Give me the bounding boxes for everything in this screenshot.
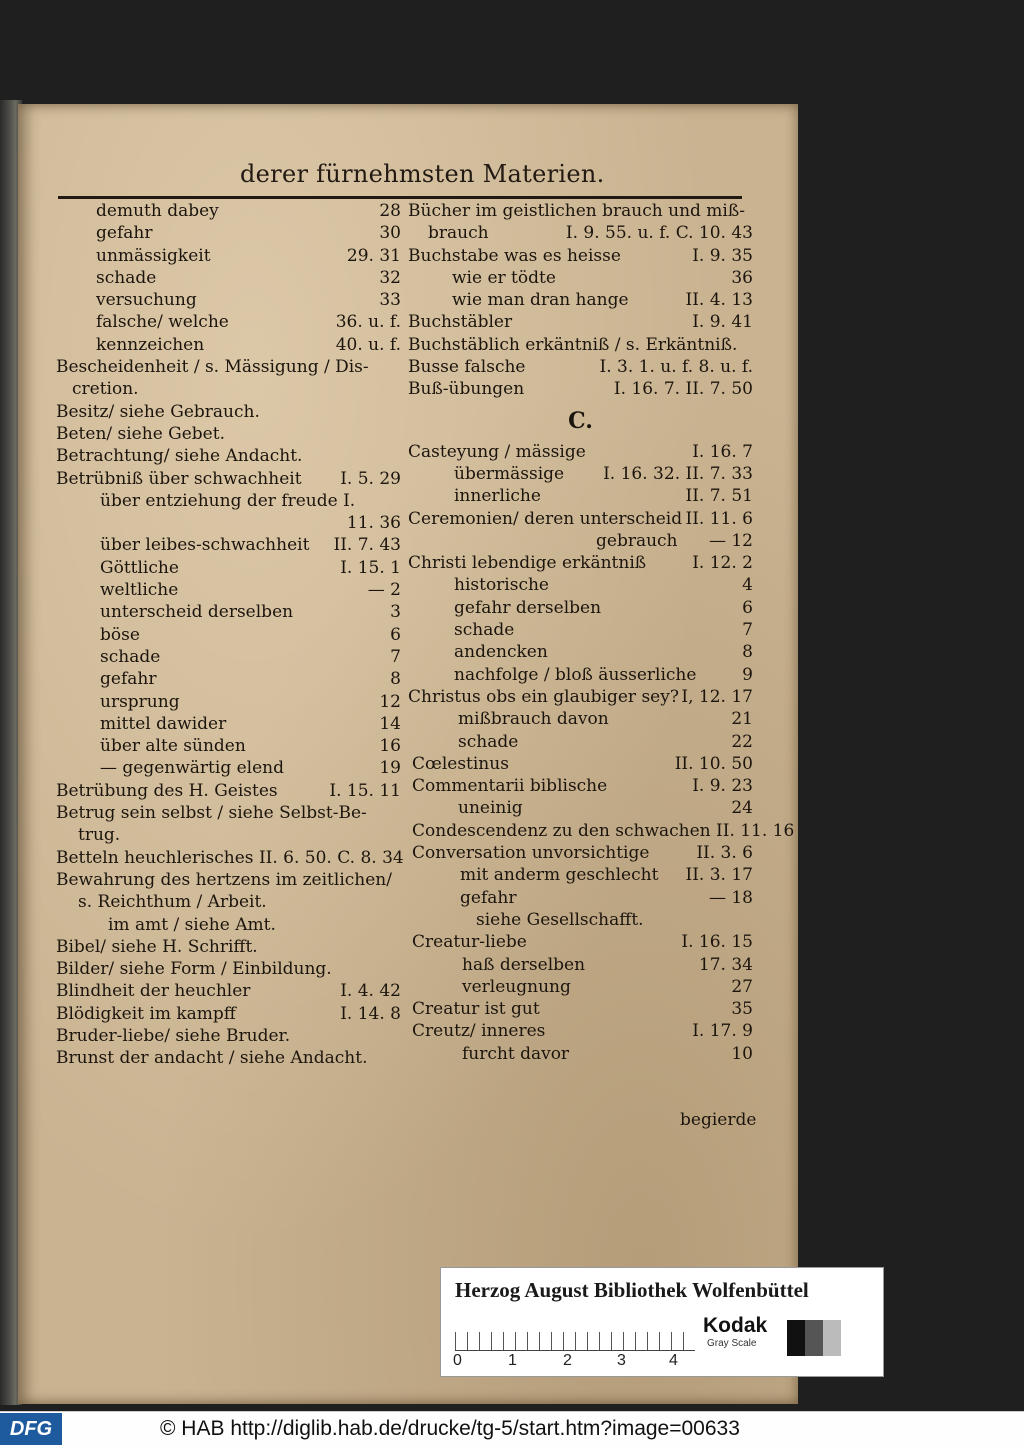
index-entry <box>408 976 753 998</box>
index-entry <box>408 931 753 953</box>
index-term: demuth dabey <box>96 201 219 221</box>
index-reference: II. 7. 43 <box>333 535 401 556</box>
index-entry <box>408 864 753 886</box>
index-term: Brunst der andacht / siehe Andacht. <box>56 1048 368 1069</box>
index-term: Creutz/ inneres <box>412 1021 546 1042</box>
index-term: Bilder/ siehe Form / Einbildung. <box>56 959 332 980</box>
index-reference: I. 9. 35 <box>692 245 753 266</box>
index-reference: I. 12. 2 <box>692 553 753 574</box>
index-reference: — 12 <box>708 530 753 551</box>
letter-heading: C. <box>568 407 593 434</box>
index-entry <box>408 200 753 222</box>
index-reference: I. 16. 7. II. 7. 50 <box>613 379 753 400</box>
index-entry <box>56 468 401 490</box>
index-term: über alte sünden <box>100 736 246 757</box>
index-entry <box>408 887 753 909</box>
index-term: Bruder-liebe/ siehe Bruder. <box>56 1025 291 1046</box>
ruler-label: 1 <box>508 1352 517 1369</box>
index-reference: 40. u. f. <box>335 334 401 355</box>
index-reference: 24 <box>731 798 753 819</box>
dfg-logo: DFG <box>0 1413 62 1445</box>
index-reference: 14 <box>379 713 401 734</box>
index-entry <box>408 797 753 819</box>
index-column-right <box>408 200 795 1065</box>
index-term: Conversation unvorsichtige <box>412 843 650 864</box>
header-rule <box>58 196 742 199</box>
gray-swatch-black <box>787 1320 805 1356</box>
index-reference: 32 <box>379 267 401 288</box>
index-reference: 27 <box>731 976 753 997</box>
index-entry <box>408 222 753 244</box>
index-reference: 3 <box>390 602 401 623</box>
index-reference: I. 3. 1. u. f. 8. u. f. <box>599 357 753 378</box>
index-reference: 36 <box>731 267 753 288</box>
index-entry <box>56 378 401 400</box>
library-name: Herzog August Bibliothek Wolfenbüttel <box>455 1278 809 1302</box>
measurement-ruler <box>455 1320 695 1351</box>
index-term: verleugnung <box>462 976 571 997</box>
index-entry <box>408 485 753 507</box>
index-term: — gegenwärtig elend <box>100 758 284 779</box>
index-term: trug. <box>78 825 121 846</box>
index-entry <box>56 490 401 512</box>
index-entry <box>408 753 753 775</box>
index-entry <box>408 508 753 530</box>
catchword: begierde <box>680 1110 757 1130</box>
index-entry <box>56 311 401 333</box>
index-reference: 7 <box>390 646 401 667</box>
index-reference: I. 15. 11 <box>329 780 401 801</box>
index-entry <box>56 802 401 824</box>
index-term: kennzeichen <box>96 334 205 355</box>
index-entry <box>408 909 753 931</box>
ruler-label: 2 <box>563 1352 572 1369</box>
index-term: Christi lebendige erkäntniß <box>408 553 647 574</box>
index-term: böse <box>100 624 140 645</box>
index-reference: I. 4. 42 <box>340 981 401 1002</box>
index-reference: 16 <box>379 736 401 757</box>
index-entry <box>56 891 401 913</box>
index-term: Bescheidenheit / s. Mässigung / Dis- <box>56 357 369 378</box>
index-reference: 33 <box>379 290 401 311</box>
index-term: gefahr <box>96 223 153 244</box>
index-term: Betteln heuchlerisches II. 6. 50. C. 8. 34 <box>56 847 404 868</box>
index-entry <box>408 641 753 663</box>
ruler-label: 0 <box>453 1352 462 1369</box>
index-term: gefahr derselben <box>454 597 602 618</box>
index-entry <box>408 463 753 485</box>
index-entry <box>408 775 753 797</box>
index-entry <box>56 646 401 668</box>
index-entry <box>56 200 401 222</box>
index-entry <box>56 668 401 690</box>
index-reference: II. 7. 51 <box>685 486 753 507</box>
index-entry <box>56 512 401 534</box>
index-reference: I. 9. 55. u. f. C. 10. 43 <box>565 223 753 244</box>
index-entry <box>56 423 401 445</box>
index-term: falsche/ welche <box>96 312 229 333</box>
index-entry <box>408 334 753 356</box>
index-entry <box>56 601 401 623</box>
index-entry <box>56 534 401 556</box>
kodak-gray-scale-label: Gray Scale <box>707 1338 757 1349</box>
index-reference: 11. 36 <box>346 513 401 534</box>
index-term: schade <box>100 646 161 667</box>
index-entry <box>408 998 753 1020</box>
index-entry <box>408 356 753 378</box>
index-term: mißbrauch davon <box>458 709 609 730</box>
index-term: wie man dran hange <box>452 290 629 311</box>
index-entry <box>56 401 401 423</box>
ruler-label: 3 <box>617 1352 626 1369</box>
index-entry <box>408 530 753 552</box>
index-reference: 8 <box>742 642 753 663</box>
index-term: mittel dawider <box>100 713 227 734</box>
index-entry <box>56 579 401 601</box>
copyright-link[interactable]: © HAB http://diglib.hab.de/drucke/tg-5/start.htm?image=00633 <box>160 1417 740 1440</box>
index-term: Buchstabe was es heisse <box>408 245 621 266</box>
index-term: furcht davor <box>462 1043 570 1064</box>
index-reference: 8 <box>390 669 401 690</box>
index-reference: 21 <box>731 709 753 730</box>
index-reference: 10 <box>731 1043 753 1064</box>
index-entry <box>56 914 401 936</box>
index-entry <box>408 574 753 596</box>
index-term: Blödigkeit im kampff <box>56 1003 236 1024</box>
index-term: Beten/ siehe Gebet. <box>56 423 225 444</box>
index-entry <box>56 289 401 311</box>
index-entry <box>56 691 401 713</box>
index-term: Creatur ist gut <box>412 999 540 1020</box>
index-term: Commentarii biblische <box>412 776 608 797</box>
index-reference: 29. 31 <box>346 245 401 266</box>
index-entry <box>408 267 753 289</box>
index-term: übermässige <box>454 463 565 484</box>
index-term: unterscheid derselben <box>100 602 294 623</box>
index-reference: 17. 34 <box>698 954 753 975</box>
index-term: unmässigkeit <box>96 245 211 266</box>
index-reference: 7 <box>742 620 753 641</box>
index-term: uneinig <box>458 798 523 819</box>
index-term: haß derselben <box>462 954 586 975</box>
gray-swatch-light <box>823 1320 841 1356</box>
index-entry <box>56 1047 401 1069</box>
index-term: Busse falsche <box>408 357 526 378</box>
index-reference: I. 14. 8 <box>340 1003 401 1024</box>
index-reference: I. 9. 23 <box>692 776 753 797</box>
index-entry <box>56 713 401 735</box>
index-term: schade <box>458 731 519 752</box>
index-entry <box>408 731 753 753</box>
ruler-label: 4 <box>669 1352 678 1369</box>
index-term: Ceremonien/ deren unterscheid <box>408 508 683 529</box>
index-entry <box>56 445 401 467</box>
index-reference: 35 <box>731 999 753 1020</box>
index-entry <box>56 869 401 891</box>
index-reference: 4 <box>742 575 753 596</box>
index-entry <box>56 356 401 378</box>
index-entry <box>408 1043 753 1065</box>
index-reference: 6 <box>390 624 401 645</box>
gray-swatch-dark <box>805 1320 823 1356</box>
index-reference: 19 <box>379 758 401 779</box>
index-entry <box>408 552 753 574</box>
index-entry <box>408 686 753 708</box>
index-entry <box>56 980 401 1002</box>
index-reference: I. 16. 7 <box>692 441 753 462</box>
index-term: gefahr <box>460 887 517 908</box>
index-term: siehe Gesellschafft. <box>476 909 644 930</box>
index-term: gebrauch <box>596 530 678 551</box>
index-entry <box>56 735 401 757</box>
index-entry <box>408 289 753 311</box>
index-entry <box>408 441 753 463</box>
index-reference: 12 <box>379 691 401 712</box>
index-term: Besitz/ siehe Gebrauch. <box>56 401 260 422</box>
index-entry <box>56 1025 401 1047</box>
index-column-left <box>56 200 404 1070</box>
index-reference: I. 5. 29 <box>340 468 401 489</box>
index-entry <box>408 245 753 267</box>
index-term: Casteyung / mässige <box>408 441 586 462</box>
index-term: Betrachtung/ siehe Andacht. <box>56 446 303 467</box>
index-term: Condescendenz zu den schwachen II. 11. 16 <box>412 820 795 841</box>
index-term: Buchstäblich erkäntniß / s. Erkäntniß. <box>408 334 738 355</box>
index-reference: — 2 <box>367 580 401 601</box>
index-entry <box>56 824 401 846</box>
index-group-c <box>408 441 795 1065</box>
index-entry <box>408 597 753 619</box>
index-entry <box>56 267 401 289</box>
index-term: historische <box>454 575 549 596</box>
index-term: cretion. <box>72 379 139 400</box>
index-term: brauch <box>428 223 489 244</box>
index-entry <box>408 1020 753 1042</box>
index-term: nachfolge / bloß äusserliche <box>454 664 697 685</box>
index-term: andencken <box>454 642 548 663</box>
index-term: Blindheit der heuchler <box>56 981 251 1002</box>
index-entry <box>56 245 401 267</box>
index-group-b-continued <box>408 200 753 401</box>
index-entry <box>56 847 404 869</box>
index-reference: 30 <box>379 223 401 244</box>
index-entry <box>56 334 401 356</box>
index-entry <box>56 557 401 579</box>
index-reference: I. 17. 9 <box>692 1021 753 1042</box>
index-term: Göttliche <box>100 557 179 578</box>
index-reference: I. 15. 1 <box>340 557 401 578</box>
index-term: s. Reichthum / Arbeit. <box>78 892 267 913</box>
index-term: Betrug sein selbst / siehe Selbst-Be- <box>56 803 367 824</box>
index-reference: II. 4. 13 <box>685 290 753 311</box>
index-term: mit anderm geschlecht <box>460 865 659 886</box>
index-entry <box>56 958 401 980</box>
index-entry <box>56 222 401 244</box>
index-reference: 22 <box>731 731 753 752</box>
index-term: Bücher im geistlichen brauch und miß- <box>408 201 745 221</box>
index-entry <box>408 619 753 641</box>
index-entry <box>408 664 753 686</box>
index-entry <box>408 311 753 333</box>
index-reference: I. 16. 32. II. 7. 33 <box>603 463 753 484</box>
index-reference: II. 10. 50 <box>674 753 753 774</box>
index-entry <box>56 624 401 646</box>
running-head: derer fürnehmsten Materien. <box>240 160 605 188</box>
index-reference: 36. u. f. <box>335 312 401 333</box>
index-term: über entziehung der freude I. <box>100 490 356 511</box>
index-term: im amt / siehe Amt. <box>108 914 276 935</box>
index-term: ursprung <box>100 691 180 712</box>
index-reference: — 18 <box>708 887 753 908</box>
index-reference: I. 9. 41 <box>692 312 753 333</box>
index-term: Bewahrung des hertzens im zeitlichen/ <box>56 869 392 890</box>
index-term: weltliche <box>100 580 179 601</box>
index-reference: II. 11. 6 <box>685 508 753 529</box>
index-entry <box>56 936 401 958</box>
index-entry <box>408 954 753 976</box>
index-term: Betrübung des H. Geistes <box>56 780 278 801</box>
index-reference: II. 3. 17 <box>685 865 753 886</box>
index-term: Creatur-liebe <box>412 932 527 953</box>
index-term: Buchstäbler <box>408 312 513 333</box>
color-scale-card <box>440 1267 884 1377</box>
index-reference: 28 <box>379 201 401 221</box>
index-term: Bibel/ siehe H. Schrifft. <box>56 936 258 957</box>
index-term: innerliche <box>454 486 541 507</box>
index-entry <box>408 842 753 864</box>
index-entry <box>56 1003 401 1025</box>
index-term: wie er tödte <box>452 267 556 288</box>
index-term: schade <box>96 267 157 288</box>
index-reference: 6 <box>742 597 753 618</box>
index-term: Betrübniß über schwachheit <box>56 468 302 489</box>
index-entry <box>56 757 401 779</box>
index-reference: II. 3. 6 <box>696 843 753 864</box>
kodak-logo: Kodak <box>703 1314 768 1337</box>
index-term: Buß-übungen <box>408 379 525 400</box>
index-term: Cœlestinus <box>412 753 509 774</box>
index-entry <box>56 780 401 802</box>
index-reference: I, 12. 17 <box>681 686 753 707</box>
index-entry <box>408 378 753 400</box>
index-term: gefahr <box>100 669 157 690</box>
index-entry <box>408 820 795 842</box>
index-reference: I. 16. 15 <box>681 932 753 953</box>
index-term: über leibes-schwachheit <box>100 535 310 556</box>
index-term: schade <box>454 620 515 641</box>
index-entry <box>408 708 753 730</box>
index-term: versuchung <box>96 290 197 311</box>
index-term: Christus obs ein glaubiger sey? <box>408 686 679 707</box>
index-reference: 9 <box>742 664 753 685</box>
